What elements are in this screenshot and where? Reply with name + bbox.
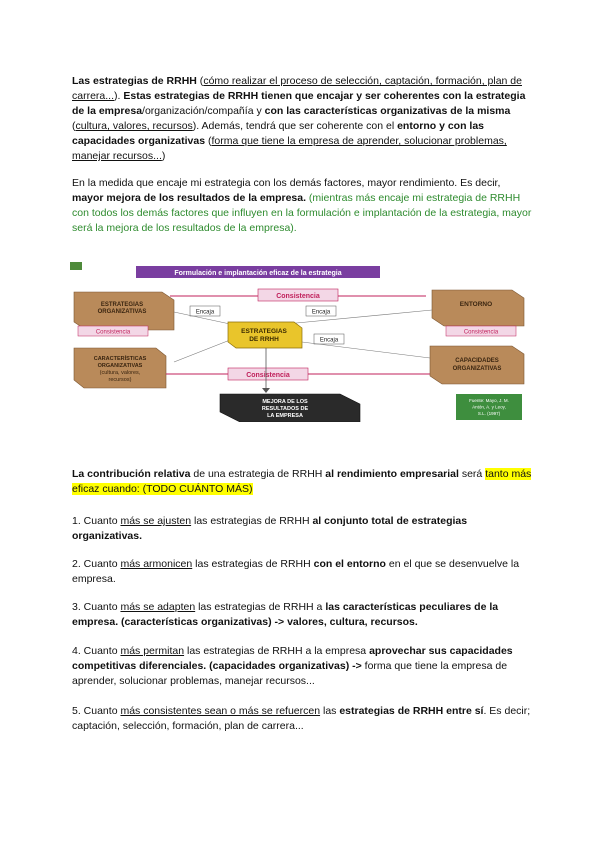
list-middle: las estrategias de RRHH	[192, 558, 314, 570]
text: de una estrategia de RRHH	[190, 468, 326, 480]
diagram-title: Formulación e implantación eficaz de la estrategia	[174, 270, 342, 277]
encaja-text-top-right: Encaja	[311, 309, 331, 316]
result-line2: RESULTADOS DE	[261, 406, 309, 412]
list-underline: más se ajusten	[120, 515, 192, 527]
list-number: 4. Cuanto	[72, 645, 121, 657]
list-number: 5. Cuanto	[72, 705, 121, 717]
text: ). Además, tendrá que ser coherente con el	[192, 120, 398, 132]
box-bottom-left-line2: ORGANIZATIVAS	[97, 363, 143, 369]
list-bold: estrategias de RRHH entre sí	[339, 705, 484, 717]
list-number: 2. Cuanto	[72, 558, 121, 570]
text-org-characteristics: con las características organizativas de la misma	[264, 105, 511, 117]
list-rest: . Es decir; captación, selección, formación, plan de carrera...	[72, 705, 531, 732]
list-middle: las estrategias de RRHH a	[195, 601, 326, 613]
list-number: 1. Cuanto	[72, 515, 121, 527]
text-performance: al rendimiento empresarial	[325, 468, 459, 480]
box-bottom-right-line1: CAPACIDADES	[455, 358, 499, 364]
text-highlight: tanto más eficaz cuando: (TODO CUÁNTO MÁS)	[72, 468, 532, 495]
paragraph-fit	[72, 176, 532, 236]
list-underline: más se adapten	[120, 601, 196, 613]
list-underline: más consistentes sean o más se refuercen	[120, 705, 321, 717]
consistencia-right-text: Consistencia	[463, 329, 499, 336]
text-relative-contribution: La contribución relativa	[72, 468, 191, 480]
text-how-process: cómo realizar el proceso de selección, captación, formación, plan de carrera...	[72, 75, 522, 102]
list-item	[72, 514, 532, 544]
list-bold: al conjunto total de estrategias organizativas.	[72, 515, 468, 542]
box-top-right-text: ENTORNO	[459, 301, 493, 308]
text-better-results: mayor mejora de los resultados de la empresa.	[72, 192, 307, 204]
decoration-icon	[70, 262, 82, 270]
list-underline: más permitan	[120, 645, 185, 657]
list-middle: las estrategias de RRHH	[191, 515, 313, 527]
text-must-fit: Estas estrategias de RRHH tienen que encajar y ser coherentes con la estrategia de la empresa	[72, 90, 526, 117]
text-culture-values: cultura, valores, recursos	[75, 120, 193, 132]
center-hr-strategies	[228, 322, 302, 348]
list-underline: más armonicen	[120, 558, 193, 570]
result-line3: LA EMPRESA	[267, 413, 303, 419]
box-bottom-left-line3: (cultura, valores,	[99, 370, 141, 376]
list-bold: con el entorno	[313, 558, 386, 570]
text: En la medida que encaje mi estrategia con los demás factores, mayor rendimiento. Es decir,	[72, 177, 501, 189]
paragraph-intro	[72, 74, 532, 164]
box-bottom-left-line4: recursos)	[108, 377, 132, 383]
citation-line3: S.L. (1997)	[477, 411, 501, 416]
list-middle: las estrategias de RRHH a la empresa	[184, 645, 370, 657]
text: será	[458, 468, 486, 480]
box-top-right	[432, 290, 524, 326]
encaja-text-right: Encaja	[319, 337, 339, 344]
encaja-text-left: Encaja	[195, 309, 215, 316]
list-item	[72, 704, 532, 734]
box-top-left-line1: ESTRATEGIAS	[100, 302, 144, 308]
list-number: 3. Cuanto	[72, 601, 121, 613]
list-bold: las características peculiares de la empresa. (características organizativas) -> valores, cultura, recursos.	[72, 601, 499, 628]
list-item	[72, 600, 532, 630]
text: (	[205, 135, 212, 147]
list-rest: en el que se desenvuelve la empresa.	[72, 558, 520, 585]
box-bottom-left-line1: CARACTERÍSTICAS	[93, 356, 147, 362]
text-green-note: (mientras más encaje mi estrategia de RRHH con todos los demás factores que influyen en la formulación e implantación de la estrategia, mayor será la mejora de los resultados de la empresa).	[72, 192, 532, 234]
center-line1: ESTRATEGIAS	[241, 328, 287, 335]
citation-line1: Fuente: Mayo, J. M.	[469, 398, 509, 403]
box-bottom-right	[430, 346, 524, 384]
box-top-left-line2: ORGANIZATIVAS	[97, 309, 147, 315]
list-rest: forma que tiene la empresa de aprender, solucionar problemas, manejar recursos...	[72, 660, 508, 687]
paragraph-contribution	[72, 467, 532, 497]
list-middle: las	[320, 705, 340, 717]
list-bold: aprovechar sus capacidades competitivas diferenciales. (capacidades organizativas) ->	[72, 645, 513, 672]
center-line2: DE RRHH	[249, 336, 279, 343]
list-item	[72, 557, 532, 587]
box-bottom-right-line2: ORGANIZATIVAS	[452, 366, 502, 372]
consistencia-left-text: Consistencia	[95, 329, 131, 336]
consistencia-top-text: Consistencia	[276, 293, 320, 300]
result-line1: MEJORA DE LOS	[262, 399, 308, 405]
text-environment-capacities: entorno y con las capacidades organizativas	[72, 120, 485, 147]
text: (	[72, 120, 76, 132]
text-learning-way: forma que tiene la empresa de aprender, solucionar problemas, manejar recursos...	[72, 135, 507, 162]
text: /organización/compañía y	[142, 105, 265, 117]
text: (	[196, 75, 204, 87]
strategy-diagram	[70, 262, 528, 422]
text: ).	[114, 90, 124, 102]
text-strategies-title: Las estrategias de RRHH	[72, 75, 197, 87]
consistencia-bottom-text: Consistencia	[246, 372, 290, 379]
text: )	[161, 150, 166, 162]
list-item	[72, 644, 532, 689]
citation-line2: Antón, A. y Leoy,	[472, 404, 506, 410]
